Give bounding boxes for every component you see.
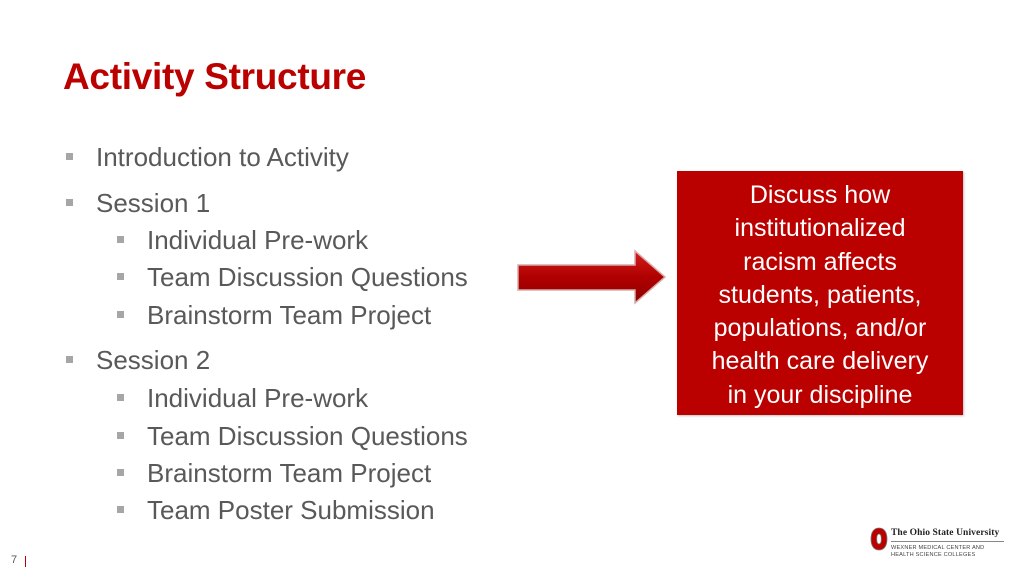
bullet-marker [66, 199, 73, 206]
bullet-marker [117, 432, 124, 439]
logo-divider [891, 541, 1004, 542]
bullet-marker [117, 236, 124, 243]
bullet-item-session-1: Session 1 [96, 188, 210, 218]
discussion-callout-box [677, 171, 963, 415]
logo-subtitle: WEXNER MEDICAL CENTER AND HEALTH SCIENCE COLLEGES [891, 545, 985, 558]
callout-line: Discuss how [749, 181, 891, 209]
sub-bullet-item: Team Discussion Questions [147, 262, 468, 292]
callout-line: populations, and/or [713, 314, 927, 343]
slide-title: Activity Structure [63, 56, 367, 97]
bullet-marker [66, 153, 73, 160]
bullet-marker [117, 394, 124, 401]
page-number-divider [25, 556, 26, 567]
right-arrow-icon [517, 248, 669, 308]
sub-bullet-item: Brainstorm Team Project [147, 458, 431, 488]
sub-bullet-item: Individual Pre-work [147, 225, 368, 255]
sub-bullet-item: Team Poster Submission [147, 495, 435, 525]
bullet-item-session-2: Session 2 [96, 345, 210, 375]
callout-line: in your discipline [727, 380, 913, 409]
bullet-marker [117, 506, 124, 513]
sub-bullet-item: Brainstorm Team Project [147, 300, 431, 330]
ohio-state-block-o-logo [870, 527, 888, 551]
bullet-marker [117, 273, 124, 280]
callout-line: students, patients, [718, 280, 922, 309]
sub-bullet-item: Individual Pre-work [147, 383, 368, 413]
callout-line: institutionalized [734, 214, 906, 243]
bullet-marker [117, 469, 124, 476]
callout-line: health care delivery [711, 347, 929, 376]
university-name: The Ohio State University [891, 528, 1000, 538]
bullet-item-introduction: Introduction to Activity [96, 142, 349, 172]
bullet-marker [117, 311, 124, 318]
page-number: 7 [11, 554, 18, 566]
callout-line: racism affects [743, 247, 897, 276]
sub-bullet-item: Team Discussion Questions [147, 421, 468, 451]
bullet-marker [66, 356, 73, 363]
